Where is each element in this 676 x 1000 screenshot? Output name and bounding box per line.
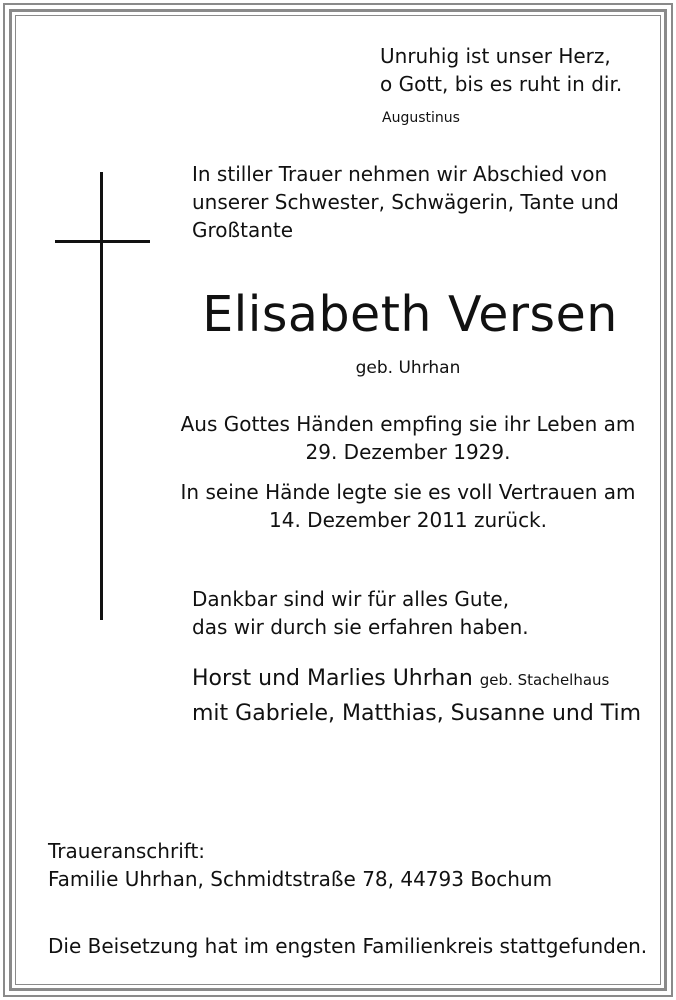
motto-line: o Gott, bis es ruht in dir. xyxy=(380,72,623,96)
mourners-names: Horst und Marlies Uhrhan xyxy=(192,666,473,691)
mourners-maiden-note: geb. Stachelhaus xyxy=(479,671,610,689)
intro-line: Großtante xyxy=(192,218,294,242)
mourners-line xyxy=(192,662,641,697)
birth-line: Aus Gottes Händen empfing sie ihr Leben am xyxy=(180,412,636,436)
funeral-note: Die Beisetzung hat im engsten Familienkreis stattgefunden. xyxy=(48,934,648,958)
motto-quote xyxy=(380,42,622,98)
death-line: 14. Dezember 2011 zurück. xyxy=(269,508,547,532)
motto-line: Unruhig ist unser Herz, xyxy=(380,44,611,68)
death-line: In seine Hände legte sie es voll Vertrauen am xyxy=(180,480,636,504)
motto-author: Augustinus xyxy=(382,110,460,126)
thanks-line: Dankbar sind wir für alles Gute, xyxy=(192,587,510,611)
mourning-address xyxy=(48,837,552,893)
intro-line: In stiller Trauer nehmen wir Abschied von xyxy=(192,162,608,186)
mourners xyxy=(192,662,641,730)
birth-line: 29. Dezember 1929. xyxy=(305,440,511,464)
address-label: Traueranschrift: xyxy=(48,839,206,863)
thanks-line: das wir durch sie erfahren haben. xyxy=(192,615,529,639)
intro-line: unserer Schwester, Schwägerin, Tante und xyxy=(192,190,619,214)
cross-icon-bar xyxy=(55,240,150,243)
thanks-text xyxy=(192,585,529,641)
birth-statement xyxy=(0,410,676,466)
death-statement xyxy=(0,478,676,534)
deceased-name: Elisabeth Versen xyxy=(202,286,618,343)
intro-text xyxy=(192,160,619,244)
mourners-line: mit Gabriele, Matthias, Susanne und Tim xyxy=(192,701,642,726)
maiden-name: geb. Uhrhan xyxy=(355,358,461,378)
address-value: Familie Uhrhan, Schmidtstraße 78, 44793 Bochum xyxy=(48,867,553,891)
